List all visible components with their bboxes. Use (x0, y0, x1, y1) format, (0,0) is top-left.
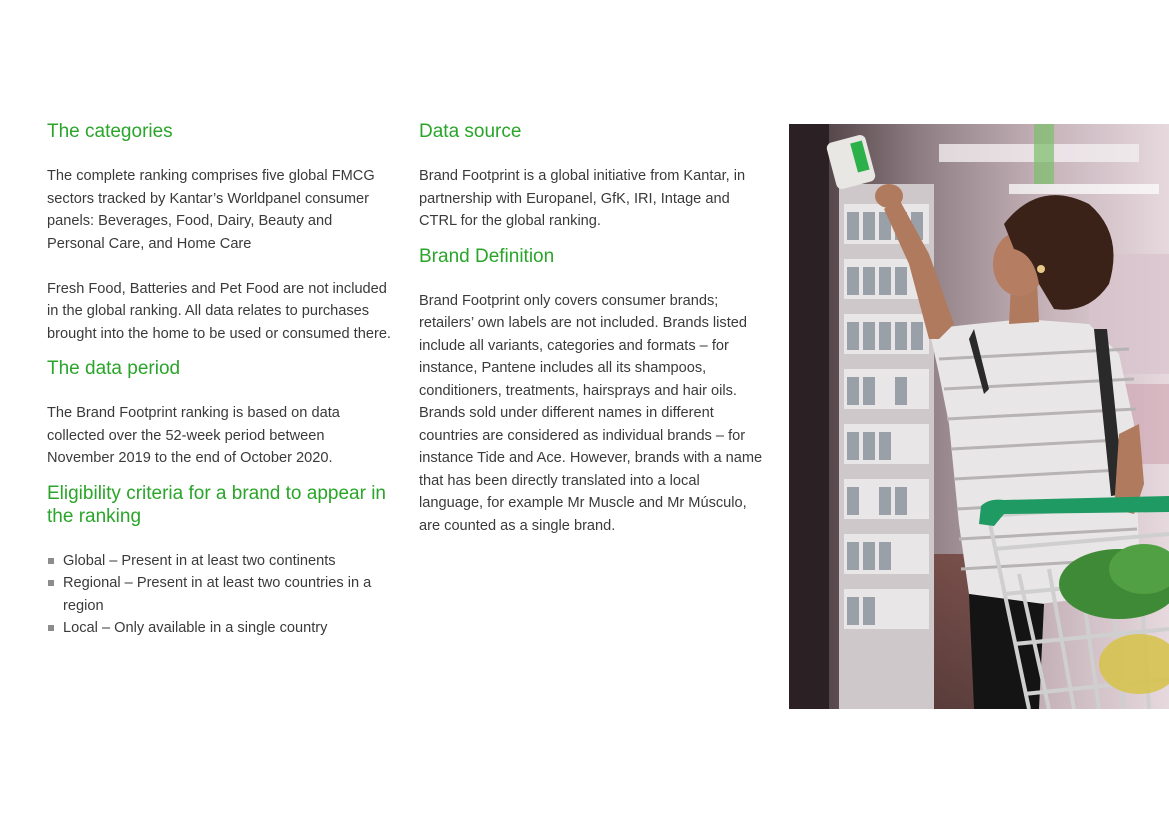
list-item-text: Global – Present in at least two continents (63, 552, 336, 569)
middle-column (419, 120, 764, 537)
categories-heading: The categories (47, 121, 173, 142)
list-item-text: Local – Only available in a single country (63, 620, 328, 636)
eligibility-list (47, 550, 392, 640)
data-period-heading: The data period (47, 358, 181, 379)
list-item (47, 617, 392, 640)
bullet-square-icon (48, 580, 54, 586)
brand-definition-paragraph: Brand Footprint only covers consumer brands; retailers’ own labels are not included. Brands listed include all variants, categories and formats – for instance, Pantene includes all its shampoos, conditioners, treatments, hairsprays and hair oils. Brands sold under different names in different countries are considered as individual brands – for instance Tide and Ace. However, brands with a name that has been directly translated into a local language, for example Mr Muscle and Mr Músculo, are counted as a single brand. (419, 292, 763, 534)
list-item (47, 572, 392, 617)
list-item (47, 550, 392, 573)
data-source-paragraph: Brand Footprint is a global initiative from Kantar, in partnership with Europanel, GfK, IRI, Intage and CTRL for the global ranking. (419, 168, 746, 229)
left-column (47, 120, 392, 640)
bullet-square-icon (48, 558, 54, 564)
categories-paragraph-2: Fresh Food, Batteries and Pet Food are not included in the global ranking. All data relates to purchases brought into the home to be used or consumed there. (47, 280, 391, 342)
shopper-illustration (789, 124, 1169, 709)
categories-paragraph-1: The complete ranking comprises five global FMCG sectors tracked by Kantar’s Worldpanel consumer panels: Beverages, Food, Dairy, Beauty and Personal Care, and Home Care (47, 168, 375, 252)
data-source-heading: Data source (419, 121, 522, 142)
shopper-photo (789, 124, 1169, 709)
brand-definition-heading: Brand Definition (419, 245, 555, 267)
data-period-paragraph: The Brand Footprint ranking is based on data collected over the 52-week period between November 2019 to the end of October 2020. (47, 405, 340, 466)
eligibility-heading: Eligibility criteria for a brand to appear in the ranking (47, 482, 387, 527)
bullet-square-icon (48, 625, 54, 631)
list-item-text: Regional – Present in at least two countries in a region (63, 575, 372, 614)
